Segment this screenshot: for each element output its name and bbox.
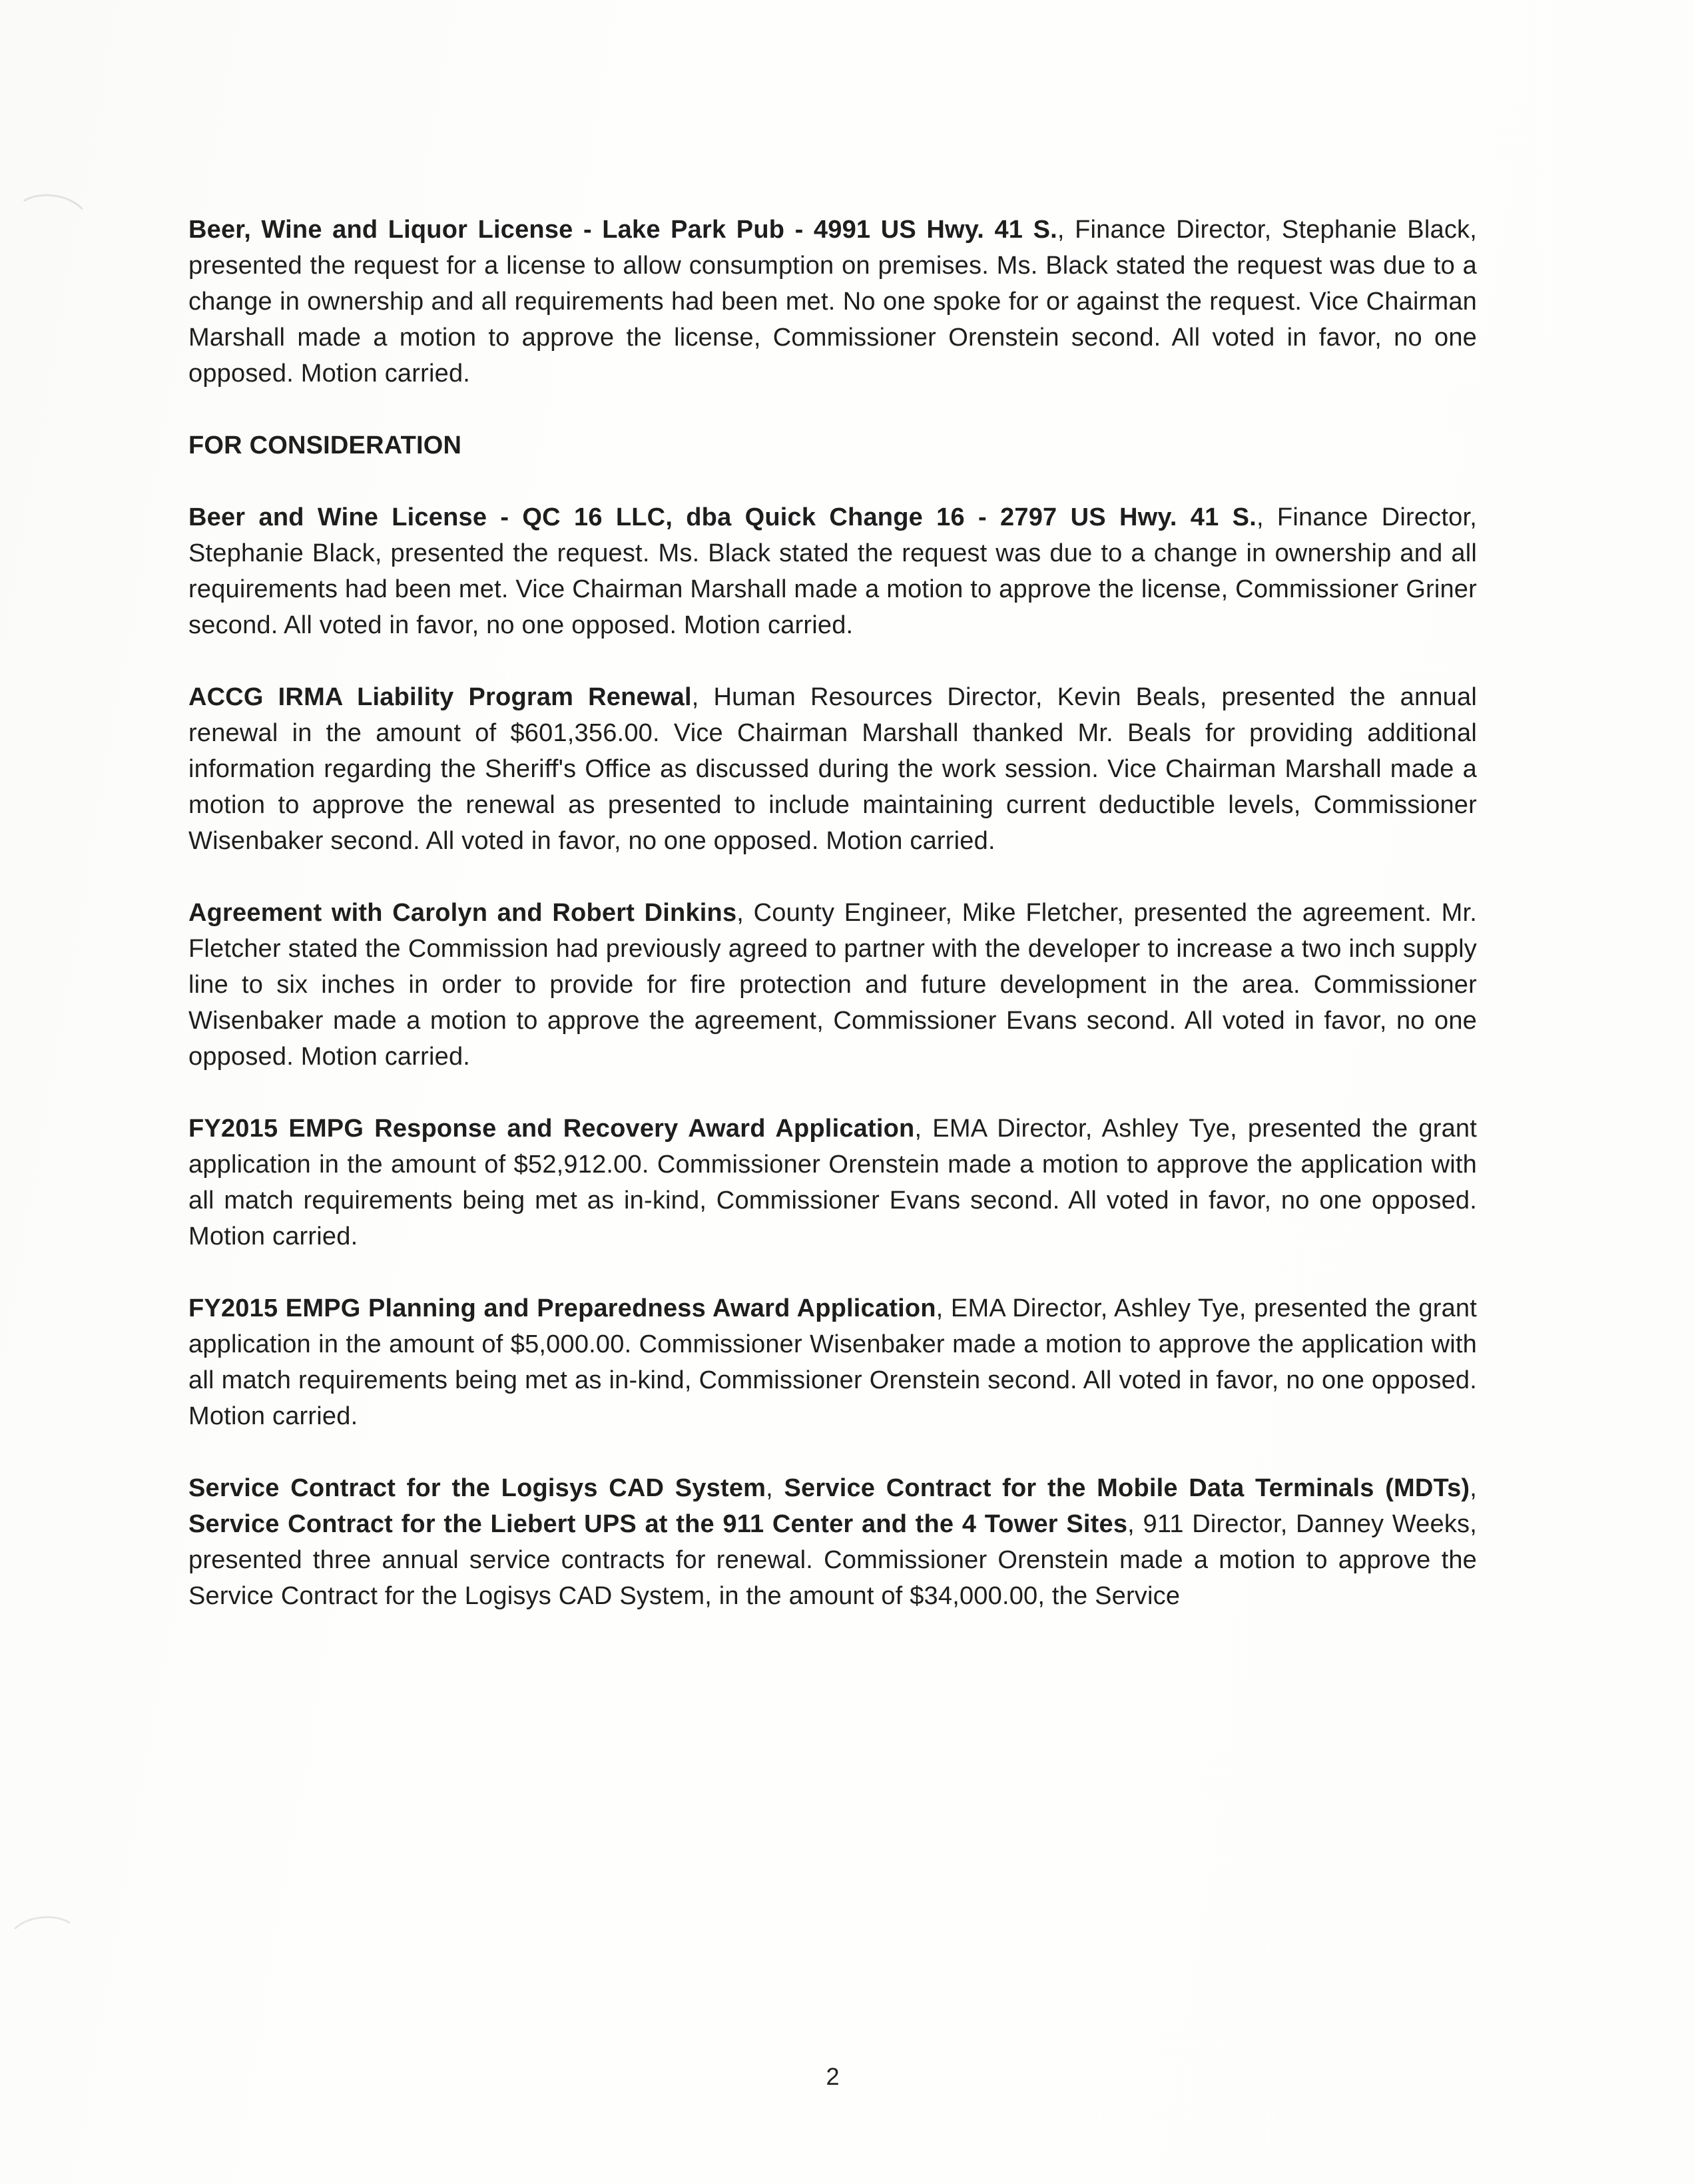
paragraph bbox=[188, 1470, 1477, 1614]
paragraph-lead-bold: Service Contract for the Liebert UPS at the 911 Center and the 4 Tower Sites bbox=[188, 1510, 1128, 1538]
section-heading: FOR CONSIDERATION bbox=[188, 431, 462, 459]
paragraph-text: , EMA Director, Ashley Tye, presented the grant application in the amount of $52,912.00. Commissioner Orenstein made a motion to approve the application with all match requirements being met as in-kind, Commissioner Evans second. All voted in favor, no one opposed. Motion carried. bbox=[188, 1115, 1477, 1250]
paragraph-text: , Finance Director, Stephanie Black, presented the request for a license to allow consumption on premises. Ms. Black stated the request was due to a change in ownership and all requirements had been met. No one spoke for or against the request. Vice Chairman Marshall made a motion to approve the license, Commissioner Orenstein second. All voted in favor, no one opposed. Motion carried. bbox=[188, 216, 1477, 388]
paragraph bbox=[188, 499, 1477, 643]
paragraph-lead-bold: Service Contract for the Mobile Data Terminals (MDTs) bbox=[784, 1474, 1470, 1502]
paragraph-text: , bbox=[766, 1474, 784, 1502]
paragraph-text: , Human Resources Director, Kevin Beals, presented the annual renewal in the amount of $601,356.00. Vice Chairman Marshall thanked Mr. Beals for providing additional information regarding the Sheriff's Office as discussed during the work session. Vice Chairman Marshall made a motion to approve the renewal as presented to include maintaining current deductible levels, Commissioner Wisenbaker second. All voted in favor, no one opposed. Motion carried. bbox=[188, 683, 1477, 855]
scan-artifact-top-left bbox=[7, 189, 95, 256]
paragraph-lead-bold: Agreement with Carolyn and Robert Dinkins bbox=[188, 899, 737, 927]
paragraph-text: , EMA Director, Ashley Tye, presented the grant application in the amount of $5,000.00. Commissioner Wisenbaker made a motion to approve the application with all match requirements being met as in-kind, Commissioner Orenstein second. All voted in favor, no one opposed. Motion carried. bbox=[188, 1294, 1477, 1430]
paragraph bbox=[188, 679, 1477, 859]
paragraph-lead-bold: Service Contract for the Logisys CAD System bbox=[188, 1474, 766, 1502]
paragraph-text: , bbox=[1470, 1474, 1478, 1502]
paragraph-lead-bold: Beer and Wine License - QC 16 LLC, dba Quick Change 16 - 2797 US Hwy. 41 S. bbox=[188, 503, 1257, 531]
paragraph-lead-bold: ACCG IRMA Liability Program Renewal bbox=[188, 683, 692, 711]
scan-artifact-bottom-left bbox=[4, 1912, 83, 1969]
page-number: 2 bbox=[826, 2063, 840, 2090]
paragraph bbox=[188, 1111, 1477, 1254]
paragraph-lead-bold: FY2015 EMPG Response and Recovery Award Application bbox=[188, 1115, 915, 1143]
paragraph bbox=[188, 212, 1477, 392]
paragraph-text: , 911 Director, Danney Weeks, presented three annual service contracts for renewal. Commissioner Orenstein made a motion to approve the Service Contract for the Logisys CAD System, in the amount of $34,000.00, the Service bbox=[188, 1510, 1477, 1610]
paragraph-text: , Finance Director, Stephanie Black, presented the request. Ms. Black stated the request was due to a change in ownership and all requirements had been met. Vice Chairman Marshall made a motion to approve the license, Commissioner Griner second. All voted in favor, no one opposed. Motion carried. bbox=[188, 503, 1477, 639]
paragraph bbox=[188, 1290, 1477, 1434]
paragraph-lead-bold: Beer, Wine and Liquor License - Lake Park Pub - 4991 US Hwy. 41 S. bbox=[188, 216, 1057, 244]
document-text bbox=[188, 212, 1477, 1650]
paragraph-lead-bold: FY2015 EMPG Planning and Preparedness Award Application bbox=[188, 1294, 936, 1322]
paragraph-text: , County Engineer, Mike Fletcher, presented the agreement. Mr. Fletcher stated the Commission had previously agreed to partner with the developer to increase a two inch supply line to six inches in order to provide for fire protection and future development in the area. Commissioner Wisenbaker made a motion to approve the agreement, Commissioner Evans second. All voted in favor, no one opposed. Motion carried. bbox=[188, 899, 1477, 1071]
paragraph bbox=[188, 895, 1477, 1075]
